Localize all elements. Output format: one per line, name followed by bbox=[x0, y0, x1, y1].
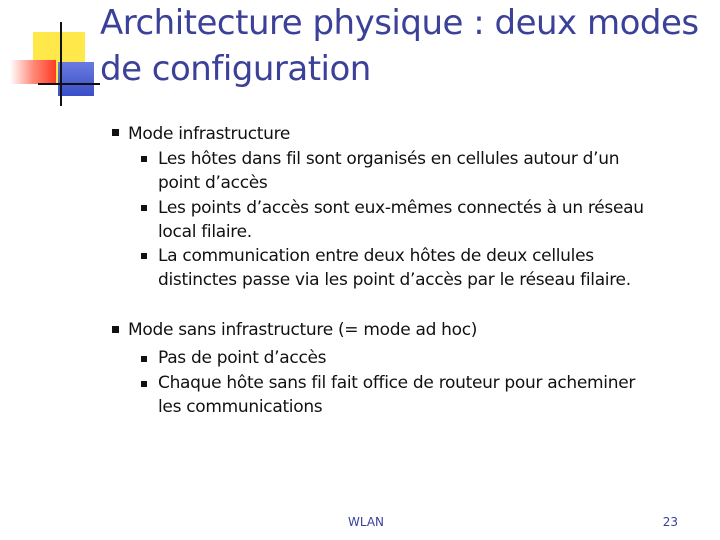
list-item-line: local filaire. bbox=[158, 222, 252, 242]
list-item-line: point d’accès bbox=[158, 173, 268, 193]
bullet-square-icon bbox=[141, 381, 147, 387]
list-item bbox=[158, 244, 698, 292]
bullet-square-icon bbox=[141, 356, 147, 362]
list-item-line: distinctes passe via les point d’accès par le réseau filaire. bbox=[158, 270, 631, 290]
slide-title-line-1: Architecture physique : deux modes bbox=[100, 3, 699, 43]
bullet-square-icon bbox=[141, 205, 147, 211]
bullet-square-icon bbox=[141, 253, 147, 259]
list-item-line: Pas de point d’accès bbox=[158, 348, 327, 368]
slide-title-line-2: de configuration bbox=[100, 49, 371, 89]
list-item bbox=[158, 346, 698, 370]
page-number: 23 bbox=[662, 515, 678, 529]
list-item-line: Les points d’accès sont eux-mêmes connectés à un réseau bbox=[158, 198, 644, 218]
section-heading-infrastructure: Mode infrastructure bbox=[128, 124, 291, 144]
list-item-line: les communications bbox=[158, 397, 323, 417]
list-item-line: Chaque hôte sans fil fait office de routeur pour acheminer bbox=[158, 373, 636, 393]
bullet-square-icon bbox=[112, 129, 119, 136]
section-heading-ad-hoc: Mode sans infrastructure (= mode ad hoc) bbox=[128, 320, 478, 340]
list-item bbox=[158, 196, 698, 244]
bullet-square-icon bbox=[112, 326, 119, 333]
list-item bbox=[158, 371, 698, 419]
list-item bbox=[158, 147, 698, 195]
footer-label: WLAN bbox=[348, 515, 385, 529]
list-item-line: Les hôtes dans fil sont organisés en cellules autour d’un bbox=[158, 149, 620, 169]
bullet-square-icon bbox=[141, 156, 147, 162]
list-item-line: La communication entre deux hôtes de deux cellules bbox=[158, 246, 594, 266]
